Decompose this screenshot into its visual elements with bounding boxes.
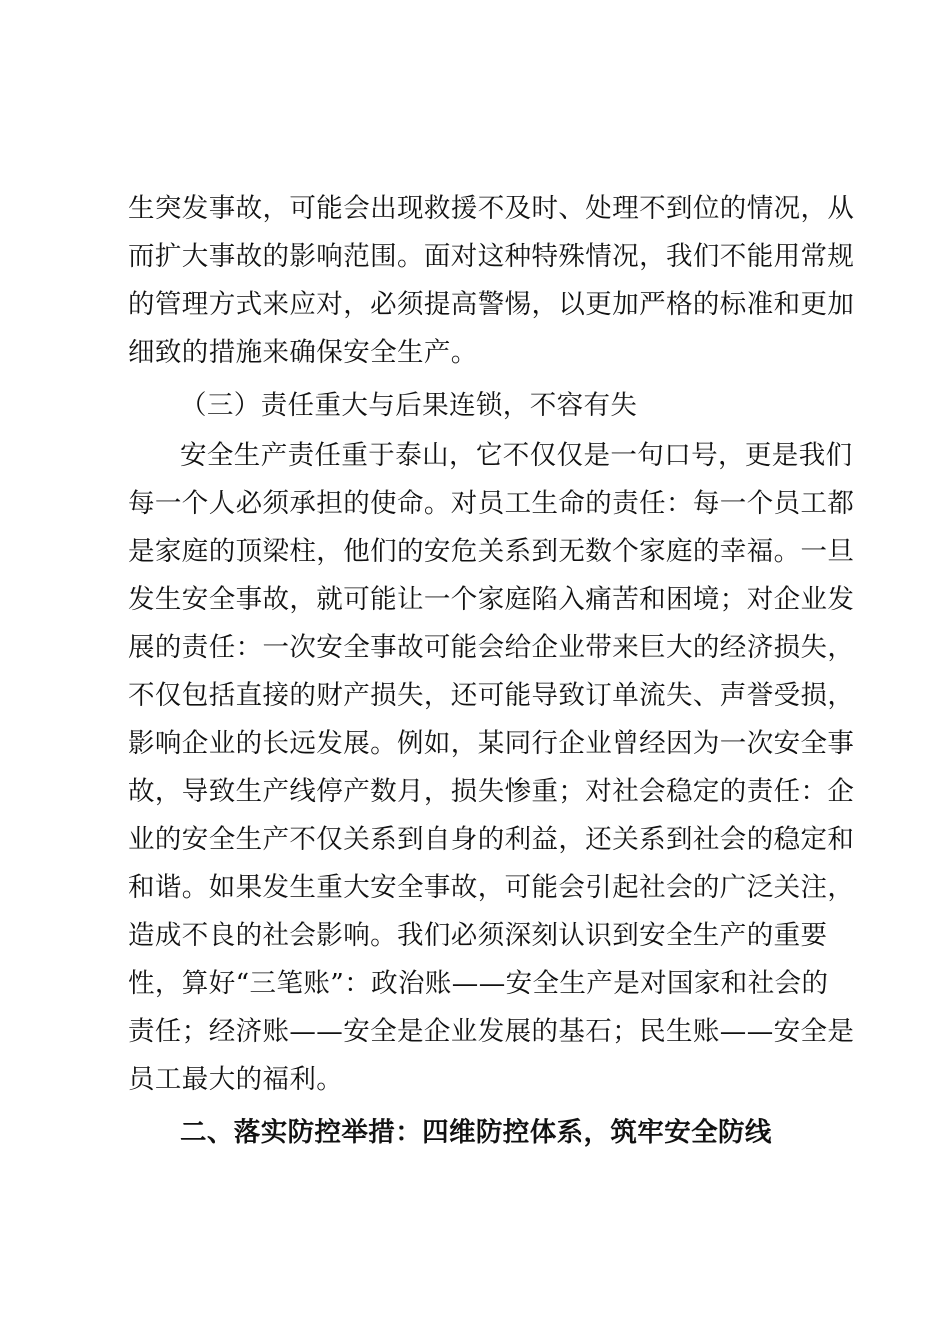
section-heading: 二、落实防控举措：四维防控体系，筑牢安全防线 xyxy=(180,1117,772,1148)
text-line: 不仅包括直接的财产损失，还可能导致订单流失、声誉受损， xyxy=(128,680,855,711)
text-line: 责任；经济账——安全是企业发展的基石；民生账——安全是 xyxy=(128,1016,855,1047)
subheading: （三）责任重大与后果连锁，不容有失 xyxy=(180,390,638,421)
text-line: 是家庭的顶梁柱，他们的安危关系到无数个家庭的幸福。一旦 xyxy=(128,536,855,567)
text-line: 和谐。如果发生重大安全事故，可能会引起社会的广泛关注， xyxy=(128,872,855,903)
text-line: 性，算好“三笔账”：政治账——安全生产是对国家和社会的 xyxy=(128,968,829,999)
text-line: 造成不良的社会影响。我们必须深刻认识到安全生产的重要 xyxy=(128,920,828,951)
text-line: 安全生产责任重于泰山，它不仅仅是一句口号，更是我们 xyxy=(180,440,853,471)
text-line: 而扩大事故的影响范围。面对这种特殊情况，我们不能用常规 xyxy=(128,241,855,272)
text-line: 的管理方式来应对，必须提高警惕，以更加严格的标准和更加 xyxy=(128,289,855,320)
text-line: 业的安全生产不仅关系到自身的利益，还关系到社会的稳定和 xyxy=(128,824,855,855)
text-line: 展的责任：一次安全事故可能会给企业带来巨大的经济损失， xyxy=(128,632,855,663)
text-line: 影响企业的长远发展。例如，某同行企业曾经因为一次安全事 xyxy=(128,728,855,759)
text-line: 故，导致生产线停产数月，损失惨重；对社会稳定的责任：企 xyxy=(128,776,855,807)
text-line: 每一个人必须承担的使命。对员工生命的责任：每一个员工都 xyxy=(128,488,855,519)
text-line: 细致的措施来确保安全生产。 xyxy=(128,337,478,368)
text-line: 发生安全事故，就可能让一个家庭陷入痛苦和困境；对企业发 xyxy=(128,584,855,615)
text-line: 生突发事故，可能会出现救援不及时、处理不到位的情况，从 xyxy=(128,193,855,224)
text-line: 员工最大的福利。 xyxy=(128,1064,344,1095)
